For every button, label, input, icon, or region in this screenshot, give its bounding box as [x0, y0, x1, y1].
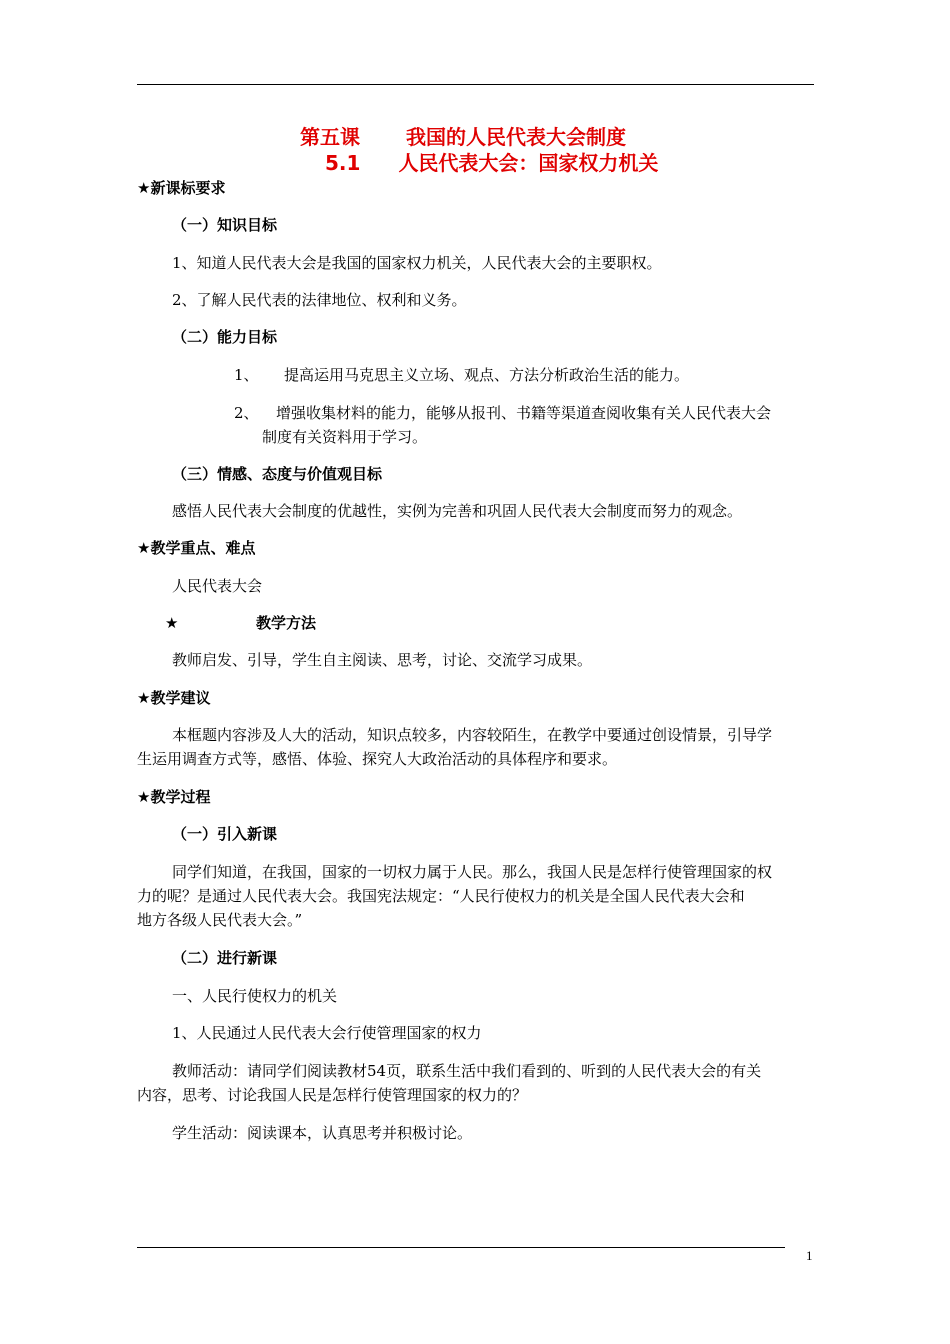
subheading-new-lesson: （二）进行新课	[172, 949, 278, 967]
footer-rule	[137, 1247, 785, 1248]
teacher-activity-line2: 内容，思考、讨论我国人民是怎样行使管理国家的权力的？	[137, 1086, 528, 1104]
lesson-name: 我国的人民代表大会制度	[406, 125, 626, 149]
heading-teaching-suggestions: ★教学建议	[137, 689, 211, 707]
new-lesson-point-1: 一、人民行使权力的机关	[172, 987, 338, 1005]
section-title	[325, 150, 658, 176]
suggestions-line1: 本框题内容涉及人大的活动，知识点较多，内容较陌生，在教学中要通过创设情景，引导学	[172, 726, 773, 744]
ability-goal-1: 提高运用马克思主义立场、观点、方法分析政治生活的能力。	[284, 366, 690, 384]
teacher-activity-line1: 教师活动：请同学们阅读教材54页，联系生活中我们看到的、听到的人民代表大会的有关	[172, 1062, 762, 1080]
key-points-text: 人民代表大会	[172, 577, 263, 595]
section-number: 5.1	[325, 151, 361, 175]
intro-line2: 力的呢？是通过人民代表大会。我国宪法规定：“人民行使权力的机关是全国人民代表大会和	[137, 887, 745, 905]
ability-goal-1-number: 1、	[234, 366, 259, 384]
student-activity: 学生活动：阅读课本，认真思考并积极讨论。	[172, 1124, 473, 1142]
new-lesson-point-1-1: 1、人民通过人民代表大会行使管理国家的权力	[172, 1024, 482, 1042]
heading-teaching-methods: 教学方法	[256, 614, 317, 632]
ability-goal-2-line1: 增强收集材料的能力，能够从报刊、书籍等渠道查阅收集有关人民代表大会	[276, 404, 772, 422]
knowledge-goal-2: 2、了解人民代表的法律地位、权利和义务。	[172, 291, 467, 309]
subheading-knowledge-goals: （一）知识目标	[172, 216, 278, 234]
subheading-introduction: （一）引入新课	[172, 825, 278, 843]
subheading-values-goals: （三）情感、态度与价值观目标	[172, 465, 383, 483]
knowledge-goal-1: 1、知道人民代表大会是我国的国家权力机关，人民代表大会的主要职权。	[172, 254, 662, 272]
heading-curriculum-requirements: ★新课标要求	[137, 179, 226, 197]
heading-key-points: ★教学重点、难点	[137, 539, 256, 557]
intro-line3: 地方各级人民代表大会。”	[137, 911, 303, 929]
ability-goal-2-line2: 制度有关资料用于学习。	[262, 428, 428, 446]
ability-goal-2-number: 2、	[234, 404, 259, 422]
teaching-methods-text: 教师启发、引导，学生自主阅读、思考，讨论、交流学习成果。	[172, 651, 593, 669]
star-icon: ★	[165, 614, 179, 632]
section-name: 人民代表大会：国家权力机关	[398, 151, 659, 175]
suggestions-line2: 生运用调查方式等，感悟、体验、探究人大政治活动的具体程序和要求。	[137, 750, 618, 768]
intro-line1: 同学们知道，在我国，国家的一切权力属于人民。那么，我国人民是怎样行使管理国家的权	[172, 863, 773, 881]
heading-teaching-process: ★教学过程	[137, 788, 211, 806]
values-goal-text: 感悟人民代表大会制度的优越性，实例为完善和巩固人民代表大会制度而努力的观念。	[172, 502, 743, 520]
subheading-ability-goals: （二）能力目标	[172, 328, 278, 346]
page-number: 1	[806, 1248, 813, 1263]
header-rule	[137, 84, 814, 85]
lesson-title	[300, 124, 626, 150]
lesson-number: 第五课	[300, 125, 360, 149]
